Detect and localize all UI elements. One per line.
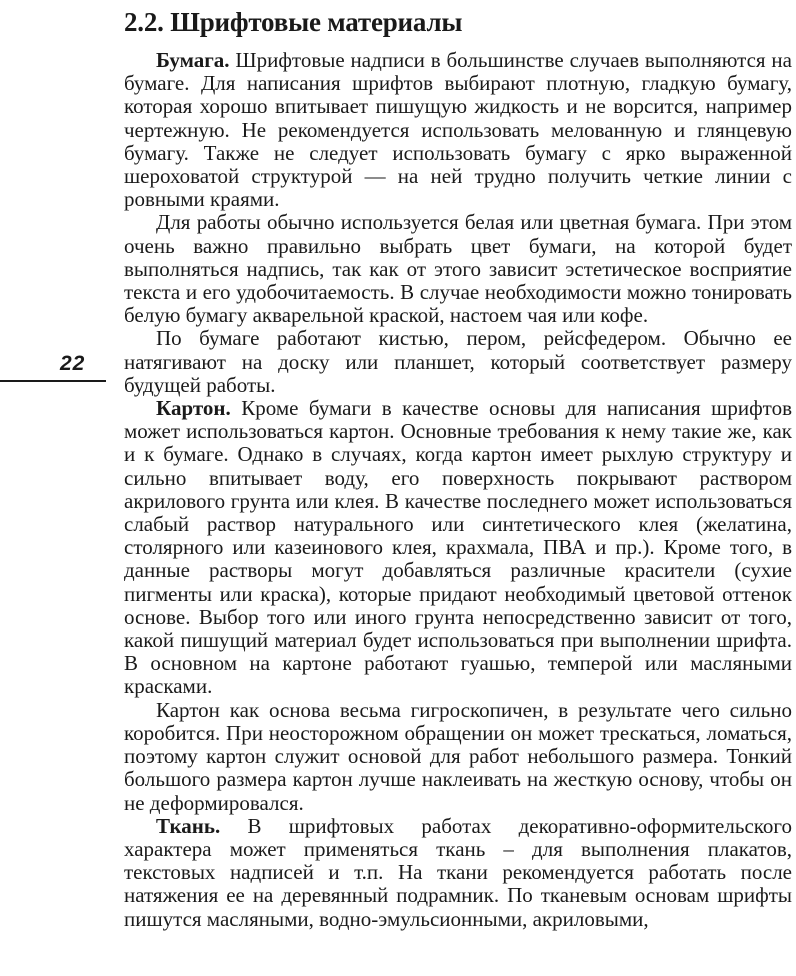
paragraph-text: Шрифтовые надписи в большинстве случаев выполняются на бумаге. Для написания шрифтов выбирают плотную, гладкую бумагу, которая хорошо впитывает пишущую жидкость и не ворсится, например чертежную. Не рекомендуется использовать мелованную и глянцевую бумагу. Также не следует использовать бумагу с ярко выраженной шероховатой структурой — на ней трудно получить четкие линии с ровными краями. bbox=[124, 48, 792, 212]
paragraph-lead-fabric: Ткань. bbox=[156, 813, 221, 838]
page-content bbox=[124, 0, 792, 931]
paragraph-text: По бумаге работают кистью, пером, рейсфедером. Обычно ее натягивают на доску или планшет, который соответствует размеру будущей работы. bbox=[124, 326, 792, 397]
page-number-rule bbox=[0, 380, 106, 382]
page-number: 22 bbox=[60, 352, 86, 375]
section-heading: 2.2. Шрифтовые материалы bbox=[124, 7, 463, 37]
paragraph-lead-cardboard: Картон. bbox=[156, 396, 231, 421]
paragraph-text: Кроме бумаги в качестве основы для написания шрифтов может использоваться картон. Основные требования к нему такие же, как и к бумаге. Однако в случаях, когда картон имеет рыхлую структуру и сильно впитывает воду, его поверхность покрывают раствором акрилового грунта или клея. В качестве последнего может использоваться слабый раствор натурального или синтетического клея (желатина, столярного или казеинового клея, крахмала, ПВА и пр.). Кроме того, в данные растворы могут добавляться различные красители (сухие пигменты или краска), которые придают необходимый цветовой оттенок основе. Выбор того или иного грунта непосредственно зависит от того, какой пишущий материал будет использоваться при выполнении шрифта. В основном на картоне работают гуашью, темперой или масляными красками. bbox=[124, 396, 792, 699]
paragraph-lead-paper: Бумага. bbox=[156, 48, 230, 72]
paragraph-cardboard-properties bbox=[124, 699, 792, 815]
paragraph-paper bbox=[124, 49, 792, 211]
paragraph-text: В шрифтовых работах декоративно-оформительского характера может применяться ткань – для выполнения плакатов, текстовых надписей и т.п. На ткани рекомендуется работать после натяжения ее на деревянный подрамник. По тканевым основам шрифты пишутся масляными, водно-эмульсионными, акриловыми, bbox=[124, 813, 792, 931]
paragraph-paper-color bbox=[124, 211, 792, 327]
paragraph-text: Для работы обычно используется белая или цветная бумага. При этом очень важно правильно выбрать цвет бумаги, на которой будет выполняться надпись, так как от этого зависит эстетическое восприятие текста и его удобочитаемость. В случае необходимости можно тонировать белую бумагу акварельной краской, настоем чая или кофе. bbox=[124, 210, 792, 328]
paragraph-cardboard bbox=[124, 397, 792, 699]
paragraph-text: Картон как основа весьма гигроскопичен, в результате чего сильно коробится. При неосторожном обращении он может трескаться, ломаться, поэтому картон служит основой для работ небольшого размера. Тонкий большого размера картон лучше наклеивать на жесткую основу, чтобы он не деформировался. bbox=[124, 697, 792, 815]
paragraph-paper-tools bbox=[124, 327, 792, 397]
paragraph-fabric bbox=[124, 815, 792, 931]
